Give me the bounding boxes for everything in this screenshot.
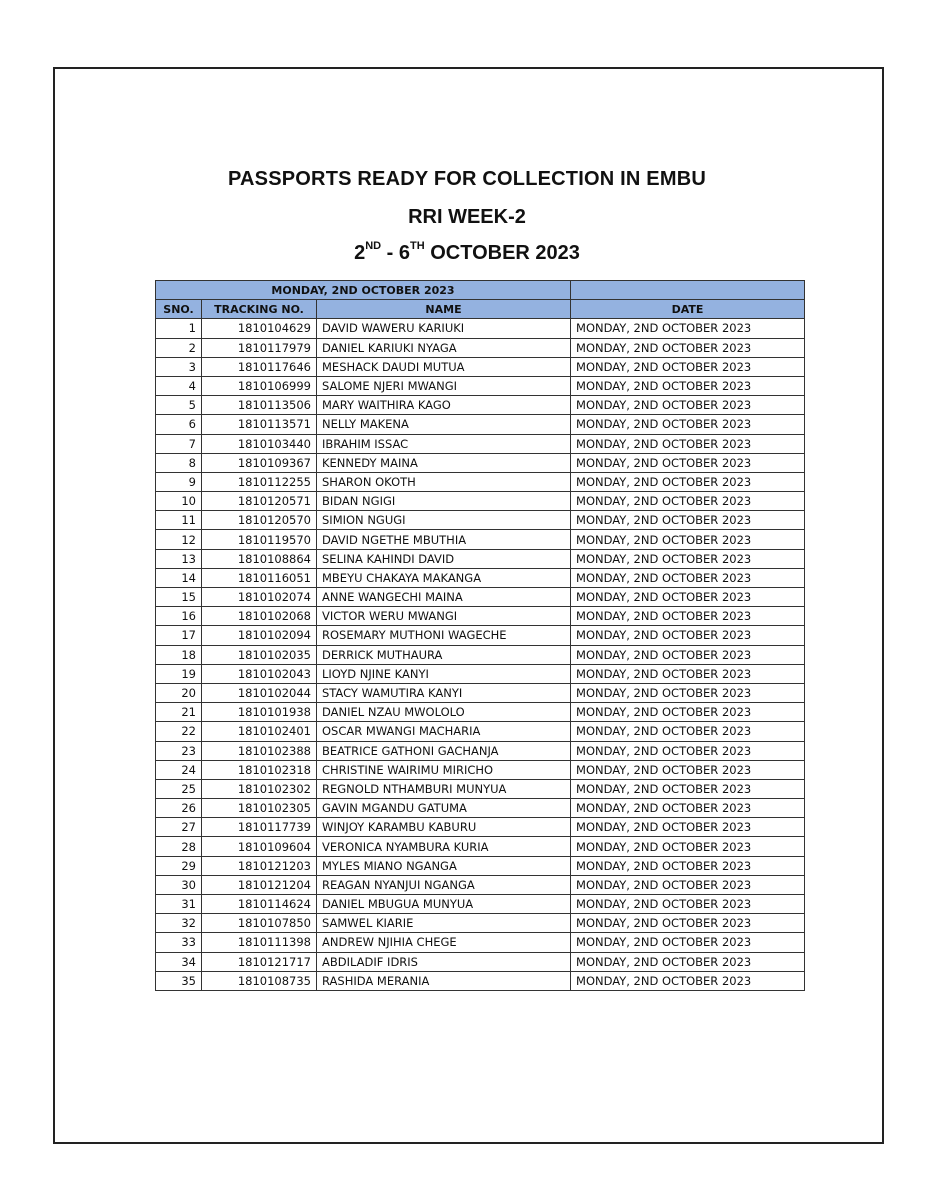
column-header-sno: SNO. [156,300,202,319]
cell-tracking-no: 1810106999 [202,376,317,395]
cell-sno: 15 [156,588,202,607]
cell-sno: 17 [156,626,202,645]
cell-name: SAMWEL KIARIE [317,914,571,933]
cell-date: MONDAY, 2ND OCTOBER 2023 [571,722,805,741]
cell-tracking-no: 1810116051 [202,568,317,587]
table-row [156,607,805,626]
date-range-suffix2: TH [410,240,425,252]
cell-date: MONDAY, 2ND OCTOBER 2023 [571,530,805,549]
cell-date: MONDAY, 2ND OCTOBER 2023 [571,741,805,760]
cell-name: BEATRICE GATHONI GACHANJA [317,741,571,760]
cell-name: LIOYD NJINE KANYI [317,664,571,683]
cell-name: MARY WAITHIRA KAGO [317,396,571,415]
table-row [156,703,805,722]
cell-date: MONDAY, 2ND OCTOBER 2023 [571,568,805,587]
cell-tracking-no: 1810102305 [202,799,317,818]
cell-date: MONDAY, 2ND OCTOBER 2023 [571,875,805,894]
document-subtitle: RRI WEEK-2 [408,206,526,228]
table-row [156,760,805,779]
date-range-separator: - [381,242,399,264]
cell-tracking-no: 1810102068 [202,607,317,626]
cell-date: MONDAY, 2ND OCTOBER 2023 [571,683,805,702]
cell-date: MONDAY, 2ND OCTOBER 2023 [571,434,805,453]
cell-date: MONDAY, 2ND OCTOBER 2023 [571,818,805,837]
cell-tracking-no: 1810121204 [202,875,317,894]
cell-name: IBRAHIM ISSAC [317,434,571,453]
cell-sno: 3 [156,357,202,376]
cell-date: MONDAY, 2ND OCTOBER 2023 [571,588,805,607]
cell-date: MONDAY, 2ND OCTOBER 2023 [571,837,805,856]
cell-date: MONDAY, 2ND OCTOBER 2023 [571,703,805,722]
cell-date: MONDAY, 2ND OCTOBER 2023 [571,357,805,376]
cell-sno: 21 [156,703,202,722]
table-row [156,588,805,607]
group-header-row [156,281,805,300]
cell-date: MONDAY, 2ND OCTOBER 2023 [571,799,805,818]
cell-date: MONDAY, 2ND OCTOBER 2023 [571,626,805,645]
table-body [156,319,805,991]
cell-date: MONDAY, 2ND OCTOBER 2023 [571,856,805,875]
cell-sno: 18 [156,645,202,664]
table-row [156,434,805,453]
cell-sno: 8 [156,453,202,472]
cell-sno: 25 [156,779,202,798]
passport-collection-table [155,280,805,991]
cell-tracking-no: 1810113571 [202,415,317,434]
cell-tracking-no: 1810103440 [202,434,317,453]
cell-sno: 20 [156,683,202,702]
cell-tracking-no: 1810109604 [202,837,317,856]
cell-sno: 35 [156,971,202,990]
cell-name: VICTOR WERU MWANGI [317,607,571,626]
cell-sno: 34 [156,952,202,971]
cell-tracking-no: 1810108735 [202,971,317,990]
cell-tracking-no: 1810102318 [202,760,317,779]
cell-date: MONDAY, 2ND OCTOBER 2023 [571,376,805,395]
date-range-month-year: OCTOBER 2023 [424,242,580,264]
cell-name: CHRISTINE WAIRIMU MIRICHO [317,760,571,779]
cell-sno: 28 [156,837,202,856]
cell-date: MONDAY, 2ND OCTOBER 2023 [571,914,805,933]
cell-date: MONDAY, 2ND OCTOBER 2023 [571,664,805,683]
cell-tracking-no: 1810117979 [202,338,317,357]
cell-name: WINJOY KARAMBU KABURU [317,818,571,837]
cell-date: MONDAY, 2ND OCTOBER 2023 [571,511,805,530]
cell-sno: 32 [156,914,202,933]
table-row [156,683,805,702]
cell-sno: 33 [156,933,202,952]
cell-name: REGNOLD NTHAMBURI MUNYUA [317,779,571,798]
cell-date: MONDAY, 2ND OCTOBER 2023 [571,971,805,990]
cell-sno: 6 [156,415,202,434]
cell-sno: 19 [156,664,202,683]
table-row [156,799,805,818]
table-row [156,415,805,434]
table-row [156,492,805,511]
column-header-date: DATE [571,300,805,319]
table-row [156,837,805,856]
cell-tracking-no: 1810120571 [202,492,317,511]
cell-name: DAVID NGETHE MBUTHIA [317,530,571,549]
table-row [156,530,805,549]
cell-date: MONDAY, 2ND OCTOBER 2023 [571,453,805,472]
cell-name: DANIEL KARIUKI NYAGA [317,338,571,357]
cell-tracking-no: 1810107850 [202,914,317,933]
cell-name: SELINA KAHINDI DAVID [317,549,571,568]
cell-name: GAVIN MGANDU GATUMA [317,799,571,818]
cell-name: BIDAN NGIGI [317,492,571,511]
table-row [156,664,805,683]
table-row [156,568,805,587]
cell-date: MONDAY, 2ND OCTOBER 2023 [571,319,805,338]
cell-name: DERRICK MUTHAURA [317,645,571,664]
cell-tracking-no: 1810117739 [202,818,317,837]
cell-date: MONDAY, 2ND OCTOBER 2023 [571,779,805,798]
cell-date: MONDAY, 2ND OCTOBER 2023 [571,933,805,952]
cell-tracking-no: 1810117646 [202,357,317,376]
cell-name: RASHIDA MERANIA [317,971,571,990]
cell-tracking-no: 1810108864 [202,549,317,568]
cell-sno: 23 [156,741,202,760]
cell-sno: 31 [156,895,202,914]
table-row [156,875,805,894]
cell-tracking-no: 1810121717 [202,952,317,971]
column-header-name: NAME [317,300,571,319]
cell-name: ANNE WANGECHI MAINA [317,588,571,607]
cell-tracking-no: 1810102035 [202,645,317,664]
date-range-day2: 6 [398,242,410,264]
cell-sno: 1 [156,319,202,338]
cell-date: MONDAY, 2ND OCTOBER 2023 [571,952,805,971]
cell-tracking-no: 1810112255 [202,472,317,491]
cell-name: MBEYU CHAKAYA MAKANGA [317,568,571,587]
table-row [156,626,805,645]
cell-name: SHARON OKOTH [317,472,571,491]
cell-sno: 24 [156,760,202,779]
cell-tracking-no: 1810102044 [202,683,317,702]
cell-tracking-no: 1810102388 [202,741,317,760]
table-row [156,741,805,760]
cell-tracking-no: 1810102094 [202,626,317,645]
cell-sno: 12 [156,530,202,549]
table-row [156,722,805,741]
cell-sno: 4 [156,376,202,395]
cell-tracking-no: 1810121203 [202,856,317,875]
cell-sno: 16 [156,607,202,626]
cell-name: DAVID WAWERU KARIUKI [317,319,571,338]
cell-tracking-no: 1810102043 [202,664,317,683]
cell-name: MYLES MIANO NGANGA [317,856,571,875]
table-row [156,952,805,971]
cell-tracking-no: 1810102074 [202,588,317,607]
cell-tracking-no: 1810120570 [202,511,317,530]
cell-date: MONDAY, 2ND OCTOBER 2023 [571,549,805,568]
cell-sno: 22 [156,722,202,741]
group-header-date: MONDAY, 2ND OCTOBER 2023 [156,281,571,300]
cell-date: MONDAY, 2ND OCTOBER 2023 [571,895,805,914]
cell-date: MONDAY, 2ND OCTOBER 2023 [571,645,805,664]
table-row [156,971,805,990]
cell-sno: 2 [156,338,202,357]
cell-sno: 13 [156,549,202,568]
table-row [156,511,805,530]
cell-tracking-no: 1810102401 [202,722,317,741]
cell-name: OSCAR MWANGI MACHARIA [317,722,571,741]
table-row [156,549,805,568]
cell-sno: 14 [156,568,202,587]
cell-sno: 26 [156,799,202,818]
cell-name: STACY WAMUTIRA KANYI [317,683,571,702]
cell-sno: 9 [156,472,202,491]
cell-date: MONDAY, 2ND OCTOBER 2023 [571,472,805,491]
cell-sno: 11 [156,511,202,530]
table-row [156,357,805,376]
cell-tracking-no: 1810119570 [202,530,317,549]
table-row [156,376,805,395]
column-header-tracking: TRACKING NO. [202,300,317,319]
cell-tracking-no: 1810114624 [202,895,317,914]
date-range-day1: 2 [354,242,366,264]
table-row [156,396,805,415]
cell-tracking-no: 1810111398 [202,933,317,952]
cell-tracking-no: 1810109367 [202,453,317,472]
cell-sno: 30 [156,875,202,894]
date-range-heading [0,242,934,265]
cell-date: MONDAY, 2ND OCTOBER 2023 [571,415,805,434]
cell-tracking-no: 1810102302 [202,779,317,798]
table-row [156,933,805,952]
table-row [156,895,805,914]
cell-sno: 29 [156,856,202,875]
cell-name: REAGAN NYANJUI NGANGA [317,875,571,894]
document-title: PASSPORTS READY FOR COLLECTION IN EMBU [227,168,706,190]
table-row [156,472,805,491]
cell-name: SALOME NJERI MWANGI [317,376,571,395]
cell-date: MONDAY, 2ND OCTOBER 2023 [571,492,805,511]
cell-name: VERONICA NYAMBURA KURIA [317,837,571,856]
cell-date: MONDAY, 2ND OCTOBER 2023 [571,396,805,415]
cell-date: MONDAY, 2ND OCTOBER 2023 [571,607,805,626]
table-row [156,914,805,933]
cell-name: KENNEDY MAINA [317,453,571,472]
cell-name: ANDREW NJIHIA CHEGE [317,933,571,952]
cell-tracking-no: 1810104629 [202,319,317,338]
cell-sno: 10 [156,492,202,511]
date-range-suffix1: ND [365,240,382,252]
cell-name: SIMION NGUGI [317,511,571,530]
cell-name: MESHACK DAUDI MUTUA [317,357,571,376]
cell-date: MONDAY, 2ND OCTOBER 2023 [571,338,805,357]
table-row [156,319,805,338]
cell-date: MONDAY, 2ND OCTOBER 2023 [571,760,805,779]
cell-name: NELLY MAKENA [317,415,571,434]
table-row [156,856,805,875]
cell-tracking-no: 1810113506 [202,396,317,415]
cell-sno: 27 [156,818,202,837]
table-row [156,645,805,664]
table-row [156,818,805,837]
table-row [156,779,805,798]
column-header-row [156,300,805,319]
cell-tracking-no: 1810101938 [202,703,317,722]
cell-name: ROSEMARY MUTHONI WAGECHE [317,626,571,645]
cell-sno: 5 [156,396,202,415]
cell-name: ABDILADIF IDRIS [317,952,571,971]
table-row [156,338,805,357]
cell-sno: 7 [156,434,202,453]
group-header-empty-cell [571,281,805,300]
cell-name: DANIEL NZAU MWOLOLO [317,703,571,722]
table-row [156,453,805,472]
cell-name: DANIEL MBUGUA MUNYUA [317,895,571,914]
